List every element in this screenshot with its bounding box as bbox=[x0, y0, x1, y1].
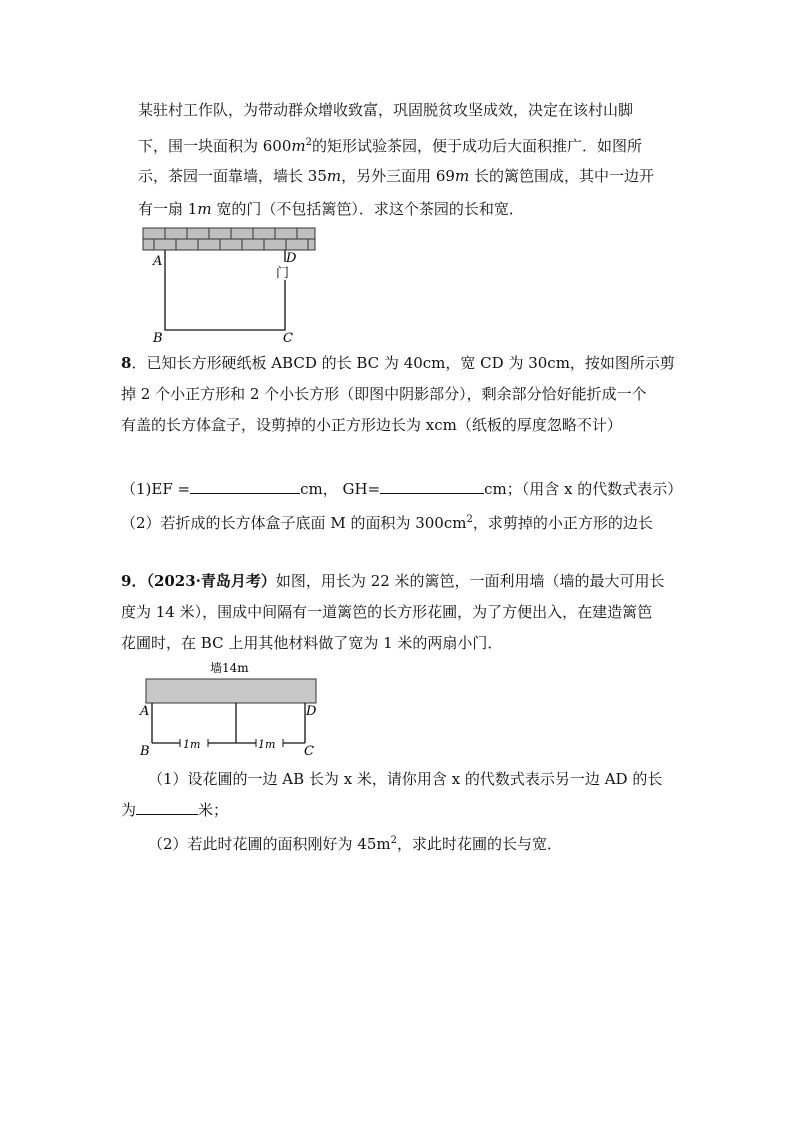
p8-line-3: 有盖的长方体盒子，设剪掉的小正方形边长为 xcm（纸板的厚度忽略不计） bbox=[121, 416, 622, 434]
p7-label-C: C bbox=[283, 331, 293, 346]
p7-line-2: 下，围一块面积为 $600m^2$的矩形试验茶园，便于成功后大面积推广．如图所 bbox=[138, 137, 643, 155]
brick-wall bbox=[143, 228, 315, 250]
p9-line-2: 度为 14 米），围成中间隔有一道篱笆的长方形花圃，为了方便出入，在建造篱笆 bbox=[121, 603, 653, 621]
p9-wall-label: 墙14m bbox=[210, 661, 249, 675]
p9-question-1: （1）设花圃的一边 AB 长为 x 米，请你用含 x 的代数式表示另一边 AD 的长 bbox=[148, 770, 663, 788]
p8-question-1: （1)EF = cm， GH= cm；（用含 x 的代数式表示） bbox=[121, 480, 683, 498]
p9-label-B: B bbox=[140, 744, 150, 758]
gh-answer-blank[interactable] bbox=[380, 479, 484, 494]
p9-label-C: C bbox=[304, 744, 314, 758]
fence-line bbox=[165, 250, 285, 330]
p7-label-D: D bbox=[286, 251, 297, 266]
p9-label-A: A bbox=[140, 704, 150, 719]
p9-wall bbox=[146, 679, 316, 703]
p7-label-B: B bbox=[153, 331, 163, 346]
p9-door-2-label: 1m bbox=[258, 738, 276, 751]
p7-label-A: A bbox=[153, 254, 163, 269]
p9-door-1-label: 1m bbox=[183, 738, 201, 751]
p9-question-2: （2）若此时花圃的面积刚好为 $45m^2$，求此时花圃的长与宽． bbox=[148, 835, 563, 853]
p9-question-1-continued: 为 米； bbox=[121, 801, 229, 819]
p7-door-label: 门 bbox=[276, 266, 290, 281]
p7-garden-figure bbox=[135, 226, 325, 346]
p9-source: ．（2023·青岛月考） bbox=[131, 572, 276, 590]
p8-line-1: 8．已知长方形硬纸板 ABCD 的长 BC 为 40cm，宽 CD 为 30cm，按如图所示剪 bbox=[121, 354, 675, 372]
p8-number: 8 bbox=[121, 354, 132, 372]
p9-line-1: 9．（2023·青岛月考）如图，用长为 22 米的篱笆，一面利用墙（墙的最大可用长 bbox=[121, 572, 665, 590]
p9-line-3: 花圃时，在 BC 上用其他材料做了宽为 1 米的两扇小门． bbox=[121, 634, 503, 652]
p7-line-4: 有一扇 1m 宽的门（不包括篱笆）．求这个茶园的长和宽． bbox=[138, 200, 524, 218]
p7-line-1: 某驻村工作队，为带动群众增收致富，巩固脱贫攻坚成效，决定在该村山脚 bbox=[138, 101, 634, 119]
p9-number: 9 bbox=[121, 572, 132, 590]
p9-label-D: D bbox=[306, 704, 317, 719]
p8-line-2: 掉 2 个小正方形和 2 个小长方形（即图中阴影部分），剩余部分恰好能折成一个 bbox=[121, 385, 647, 403]
p8-question-2: （2）若折成的长方体盒子底面 M 的面积为 $300cm^2$，求剪掉的小正方形的边长 bbox=[121, 514, 653, 532]
ef-answer-blank[interactable] bbox=[190, 479, 300, 494]
p7-line-3: 示，茶园一面靠墙，墙长 35m，另外三面用 69m 长的篱笆围成，其中一边开 bbox=[138, 167, 654, 185]
ad-answer-blank[interactable] bbox=[136, 800, 198, 815]
p9-garden-figure bbox=[138, 658, 338, 758]
